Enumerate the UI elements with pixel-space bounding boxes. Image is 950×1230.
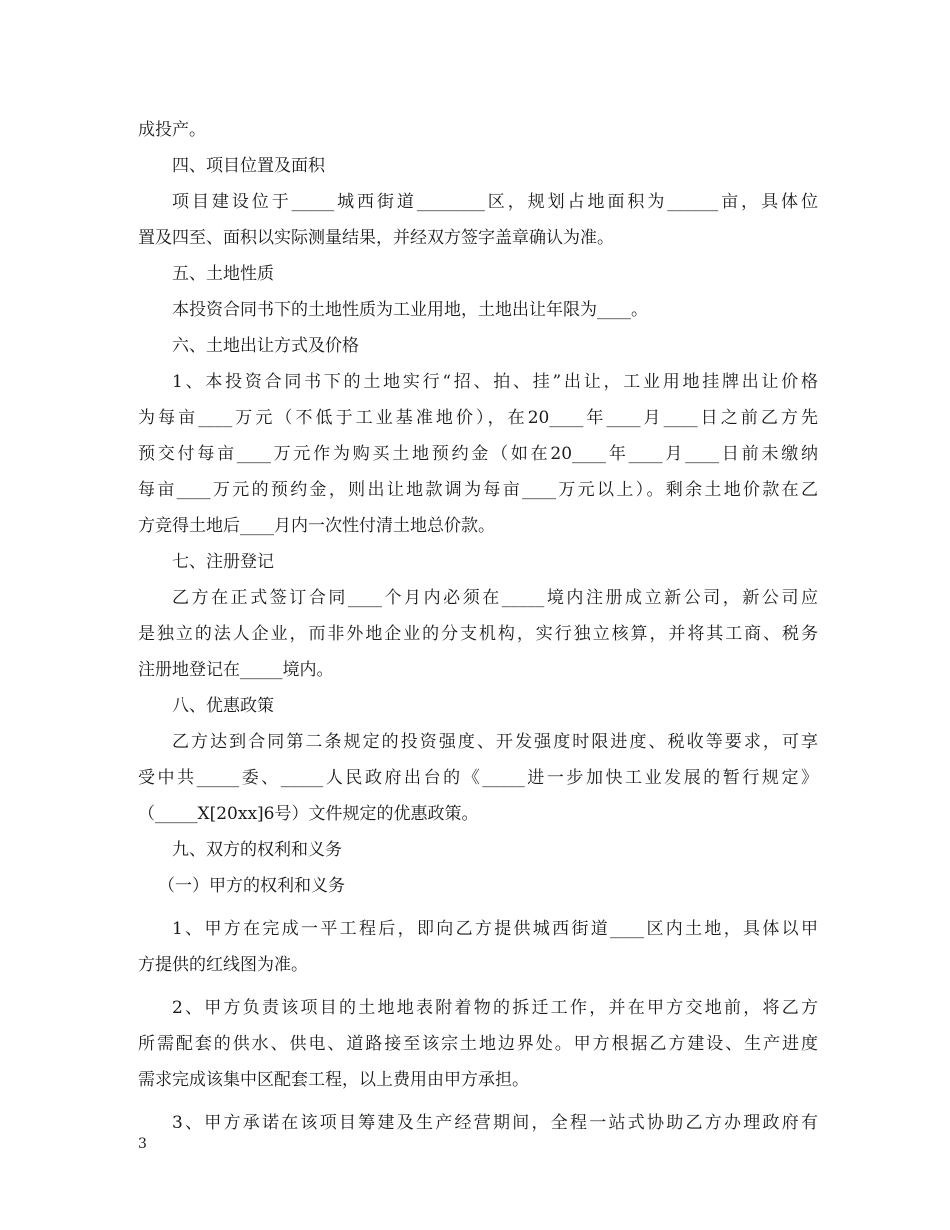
paragraph-line: 注册地登记在_____境内。 [138, 660, 334, 680]
paragraph-line: 所需配套的供水、供电、道路接至该宗土地边界处。甲方根据乙方建设、生产进度 [138, 1034, 818, 1054]
paragraph-line: 乙方在正式签订合同____个月内必须在_____境内注册成立新公司，新公司应 [172, 588, 818, 608]
paragraph-line: 每亩____万元的预约金，则出让地款调为每亩____万元以上）。剩余土地价款在乙 [138, 480, 818, 500]
paragraph-line: 方竞得土地后____月内一次性付清土地总价款。 [138, 516, 495, 536]
paragraph-line: 为每亩____万元（不低于工业基准地价），在20____年____月____日之前乙方先 [138, 408, 818, 428]
paragraph-line: 预交付每亩____万元作为购买土地预约金（如在20____年____月____日前未缴纳 [138, 444, 818, 464]
paragraph-line: 2、甲方负责该项目的土地地表附着物的拆迁工作，并在甲方交地前，将乙方 [172, 998, 818, 1018]
section-heading: 七、注册登记 [172, 552, 274, 572]
document-body [138, 112, 818, 1141]
paragraph-line: 项目建设位于_____城西街道________区，规划占地面积为______亩，具体位 [172, 192, 818, 212]
paragraph-line: 需求完成该集中区配套工程，以上费用由甲方承担。 [138, 1070, 529, 1090]
paragraph-line: 本投资合同书下的土地性质为工业用地，土地出让年限为____。 [172, 300, 648, 320]
paragraph-line: 置及四至、面积以实际测量结果，并经双方签字盖章确认为准。 [138, 228, 614, 248]
paragraph-line: 方提供的红线图为准。 [138, 955, 308, 975]
paragraph-line: 乙方达到合同第二条规定的投资强度、开发强度时限进度、税收等要求，可享 [172, 732, 818, 752]
paragraph-line: 1、本投资合同书下的土地实行“招、拍、挂”出让，工业用地挂牌出让价格 [172, 372, 818, 392]
subsection-heading: （一）甲方的权利和义务 [158, 876, 345, 896]
paragraph-line: 成投产。 [138, 120, 206, 140]
section-heading: 九、双方的权利和义务 [172, 840, 342, 860]
paragraph-line: 3、甲方承诺在该项目筹建及生产经营期间，全程一站式协助乙方办理政府有 [172, 1113, 818, 1133]
page-number: 3 [138, 1136, 147, 1152]
paragraph-line: 1、甲方在完成一平工程后，即向乙方提供城西街道____区内土地，具体以甲 [172, 919, 818, 939]
paragraph-line: 受中共_____委、_____人民政府出台的《_____进一步加快工业发展的暂行规定》 [138, 768, 818, 788]
section-heading: 六、土地出让方式及价格 [172, 336, 359, 356]
section-heading: 八、优惠政策 [172, 696, 274, 716]
section-heading: 五、土地性质 [172, 264, 274, 284]
paragraph-line: 是独立的法人企业，而非外地企业的分支机构，实行独立核算，并将其工商、税务 [138, 624, 818, 644]
paragraph-line: （_____X[20xx]6号）文件规定的优惠政策。 [138, 804, 479, 824]
section-heading: 四、项目位置及面积 [172, 156, 325, 176]
